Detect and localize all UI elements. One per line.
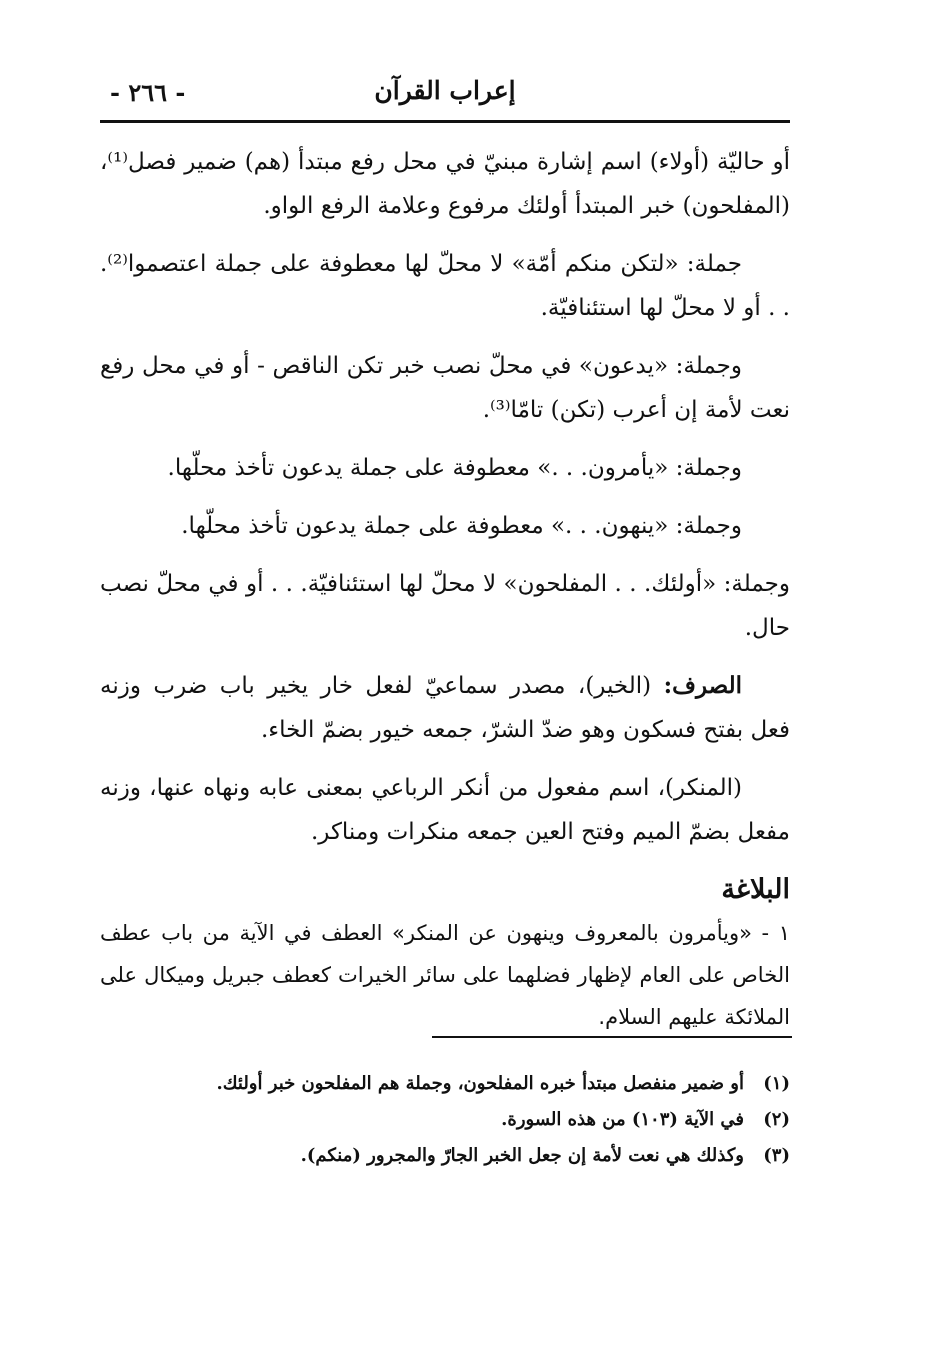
footnote-number: (٣) <box>763 1145 790 1166</box>
paragraph-jumla-yadun: وجملة: «يدعون» في محلّ نصب خبر تكن الناقص - أو في محل رفع نعت لأمة إن أعرب (تكن) تامّا⁽³⁾. <box>100 353 790 423</box>
footnote-number: (٢) <box>763 1109 790 1130</box>
paragraph-jumla-litakun: جملة: «لتكن منكم أمّة» لا محلّ لها معطوفة على جملة اعتصموا⁽²⁾. . . أو لا محلّ لها استئنافيّة. <box>100 251 790 321</box>
balagha-text: ١ - «ويأمرون بالمعروف وينهون عن المنكر» العطف في الآية من باب عطف الخاص على العام لإظهار فضلهما على سائر الخيرات كعطف جبريل وميكال على الملائكة عليهم السلام. <box>100 921 790 1029</box>
footnote-text: في الآية (١٠٣) من هذه السورة. <box>501 1109 744 1130</box>
running-title: إعراب القرآن <box>374 76 516 105</box>
footnote-number: (١) <box>763 1073 790 1094</box>
balagha-heading: البلاغة <box>721 874 790 905</box>
paragraph-haliyya: أو حاليّة (أولاء) اسم إشارة مبنيّ في محل رفع مبتدأ (هم) ضمير فصل⁽¹⁾، (المفلحون) خبر المبتدأ أولئك مرفوع وعلامة الرفع الواو. <box>100 149 790 219</box>
footnote-item <box>100 1066 790 1102</box>
footnote-item <box>100 1102 790 1138</box>
paragraph-jumla-yanhawn: وجملة: «ينهون. . .» معطوفة على جملة يدعون تأخذ محلّها. <box>181 513 742 539</box>
sarf-text: (الخير)، مصدر سماعيّ لفعل خار يخير باب ضرب وزنه فعل بفتح فسكون وهو ضدّ الشرّ، جمعه خيور بضمّ الخاء. <box>100 673 790 743</box>
page-header <box>100 72 790 116</box>
footnote-item <box>100 1138 790 1174</box>
footnote-text: وكذلك هي نعت لأمة إن جعل الخبر الجارّ والمجرور (منكم). <box>300 1145 744 1166</box>
paragraph-jumla-ulaik: وجملة: «أولئك. . . المفلحون» لا محلّ لها استئنافيّة. . . أو في محلّ نصب حال. <box>100 571 790 641</box>
main-text <box>100 140 790 1038</box>
footnote-rule <box>432 1036 792 1038</box>
sarf-label: الصرف: <box>663 672 742 699</box>
paragraph-jumla-yamurun: وجملة: «يأمرون. . .» معطوفة على جملة يدعون تأخذ محلّها. <box>167 455 742 481</box>
sarf-paragraph <box>100 664 790 752</box>
page-number: - ٢٦٦ - <box>110 78 186 107</box>
header-rule <box>100 120 790 123</box>
footnotes <box>100 1066 790 1174</box>
footnote-text: أو ضمير منفصل مبتدأ خبره المفلحون، وجملة هم المفلحون خبر أولئك. <box>216 1073 744 1094</box>
munkar-paragraph: (المنكر)، اسم مفعول من أنكر الرباعي بمعنى عابه ونهاه عنها، وزنه مفعل بضمّ الميم وفتح العين جمعه منكرات ومناكر. <box>100 775 790 845</box>
